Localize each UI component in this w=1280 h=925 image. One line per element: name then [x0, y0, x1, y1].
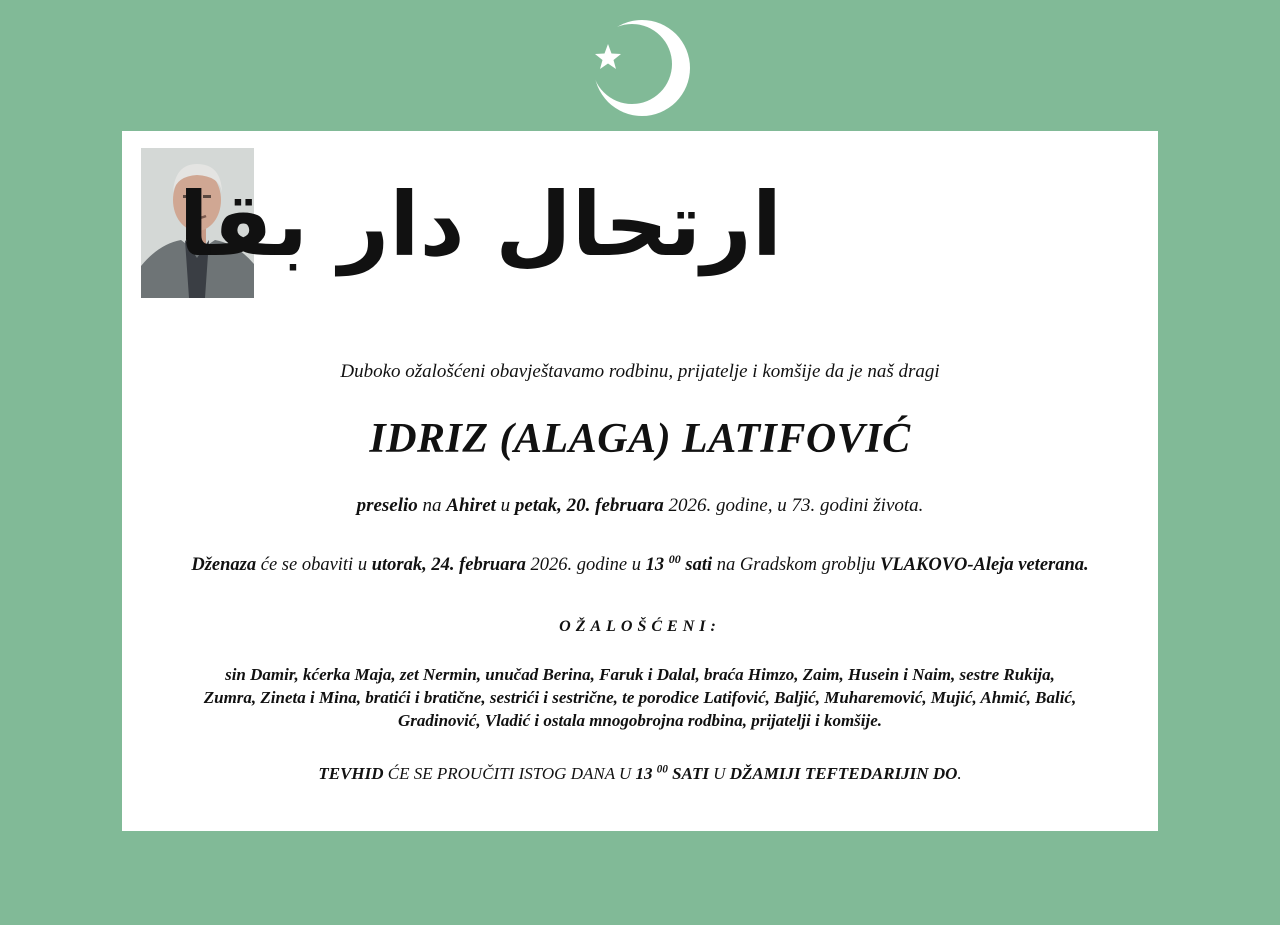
funeral-minutes: 00	[668, 551, 681, 566]
crescent-star-icon	[585, 14, 695, 124]
funeral-date: utorak, 24. februara	[371, 555, 526, 575]
funeral-sati: sati	[685, 555, 713, 575]
tevhid-word: TEVHID	[318, 764, 384, 783]
obituary-card	[122, 131, 1158, 831]
funeral-text: 2026. godine u	[525, 555, 646, 575]
funeral-line	[122, 551, 1158, 576]
passed-away-line	[122, 495, 1158, 517]
death-date: petak, 20. februara	[514, 495, 664, 516]
tevhid-text: U	[708, 764, 730, 783]
mourners-line: Zumra, Zineta i Mina, bratići i bratične, sestrići i sestrične, te porodice Latifović, Baljić, Muharemović, Mujić, Ahmić, Balić,	[203, 688, 1077, 707]
mourners-title: OŽALOŠĆENI:	[559, 618, 721, 635]
tevhid-line	[122, 764, 1158, 784]
tevhid-minutes: 00	[656, 763, 668, 776]
ahiret-word: Ahiret	[446, 495, 496, 516]
passed-text: na	[417, 495, 447, 516]
mourners-list	[140, 663, 1140, 732]
cemetery-name: VLAKOVO-Aleja veterana.	[880, 555, 1089, 575]
deceased-name: IDRIZ (ALAGA) LATIFOVIĆ	[369, 416, 911, 462]
tevhid-sati: SATI	[672, 764, 709, 783]
funeral-hour: 13	[645, 555, 665, 575]
intro-text: Duboko ožalošćeni obavještavamo rodbinu, prijatelje i komšije da je naš dragi	[340, 361, 940, 382]
passed-text: u	[495, 495, 515, 516]
passed-word: preselio	[356, 495, 418, 516]
dzenaza-word: Dženaza	[191, 555, 257, 575]
tevhid-hour: 13	[635, 764, 653, 783]
mourners-line: sin Damir, kćerka Maja, zet Nermin, unučad Berina, Faruk i Dalal, braća Himzo, Zaim, Husein i Naim, sestre Rukija,	[225, 665, 1055, 684]
mosque-name: DŽAMIJI TEFTEDARIJIN DO	[729, 764, 958, 783]
funeral-text: će se obaviti u	[256, 555, 372, 575]
mourners-line: Gradinović, Vladić i ostala mnogobrojna rodbina, prijatelji i komšije.	[397, 711, 883, 730]
arabic-calligraphy: ارتحال دار بقا	[178, 173, 782, 276]
funeral-text: na Gradskom groblju	[712, 555, 881, 575]
tevhid-text: .	[957, 764, 962, 783]
tevhid-text: ĆE SE PROUČITI ISTOG DANA U	[383, 764, 636, 783]
passed-text: 2026. godine, u 73. godini života.	[663, 495, 924, 516]
